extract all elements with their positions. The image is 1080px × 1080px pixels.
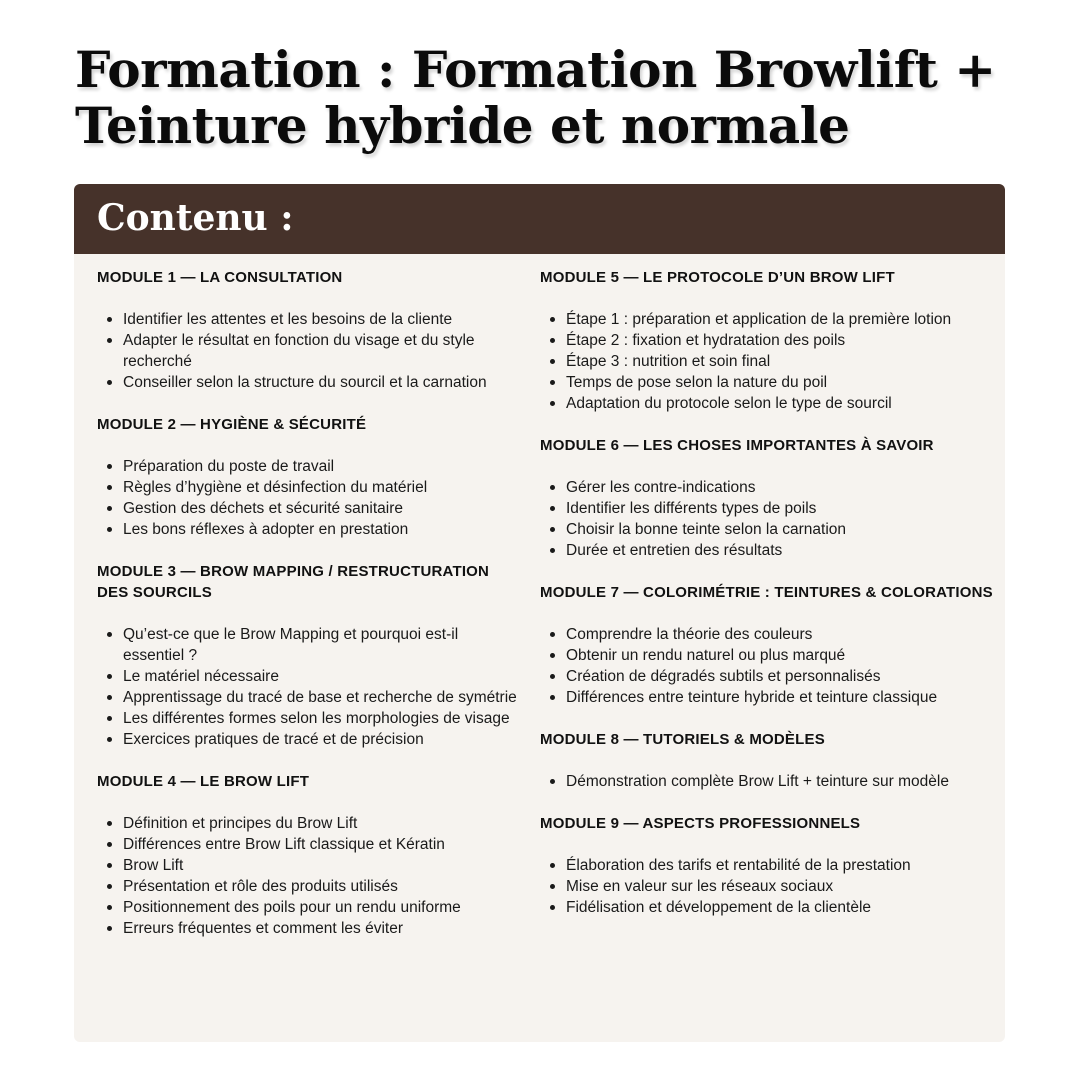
- list-item: Erreurs fréquentes et comment les éviter: [97, 918, 522, 939]
- left-column: [97, 267, 522, 960]
- module-item-list: [97, 624, 522, 750]
- module-6: [540, 435, 1000, 561]
- module-item-list: [540, 477, 1000, 561]
- list-item: Présentation et rôle des produits utilisés: [97, 876, 522, 897]
- module-3: [97, 561, 522, 750]
- list-item: Identifier les attentes et les besoins de la cliente: [97, 309, 522, 330]
- list-item: Comprendre la théorie des couleurs: [540, 624, 1000, 645]
- module-2: [97, 414, 522, 540]
- list-item: Identifier les différents types de poils: [540, 498, 1000, 519]
- list-item: Différences entre teinture hybride et teinture classique: [540, 687, 1000, 708]
- list-item: Les différentes formes selon les morphologies de visage: [97, 708, 522, 729]
- module-8: [540, 729, 1000, 792]
- module-title: MODULE 2 — HYGIÈNE & SÉCURITÉ: [97, 416, 367, 433]
- module-title: MODULE 8 — TUTORIELS & MODÈLES: [540, 731, 825, 748]
- list-item: Temps de pose selon la nature du poil: [540, 372, 1000, 393]
- list-item: Création de dégradés subtils et personnalisés: [540, 666, 1000, 687]
- module-item-list: [97, 456, 522, 540]
- module-item-list: [97, 813, 522, 939]
- list-item: Règles d’hygiène et désinfection du matériel: [97, 477, 522, 498]
- module-7: [540, 582, 1000, 708]
- list-item: Étape 3 : nutrition et soin final: [540, 351, 1000, 372]
- list-item: Positionnement des poils pour un rendu uniforme: [97, 897, 522, 918]
- module-item-list: [540, 624, 1000, 708]
- list-item: Étape 1 : préparation et application de la première lotion: [540, 309, 1000, 330]
- list-item: Gérer les contre-indications: [540, 477, 1000, 498]
- content-heading: Contenu :: [97, 197, 294, 239]
- module-title: MODULE 4 — LE BROW LIFT: [97, 773, 310, 790]
- list-item: Définition et principes du Brow Lift: [97, 813, 522, 834]
- module-item-list: [540, 309, 1000, 414]
- list-item: Préparation du poste de travail: [97, 456, 522, 477]
- list-item: Gestion des déchets et sécurité sanitaire: [97, 498, 522, 519]
- content-header: [74, 184, 1005, 254]
- list-item: Adapter le résultat en fonction du visage et du style recherché: [97, 330, 522, 372]
- list-item: Démonstration complète Brow Lift + teinture sur modèle: [540, 771, 1000, 792]
- list-item: Choisir la bonne teinte selon la carnation: [540, 519, 1000, 540]
- module-1: [97, 267, 522, 393]
- module-5: [540, 267, 1000, 414]
- list-item: Conseiller selon la structure du sourcil et la carnation: [97, 372, 522, 393]
- module-title: MODULE 6 — LES CHOSES IMPORTANTES À SAVOIR: [540, 437, 934, 454]
- module-title: MODULE 5 — LE PROTOCOLE D’UN BROW LIFT: [540, 269, 895, 286]
- list-item: Fidélisation et développement de la clientèle: [540, 897, 1000, 918]
- list-item: Élaboration des tarifs et rentabilité de la prestation: [540, 855, 1000, 876]
- page-title: Formation : Formation Browlift + Teinture hybride et normale: [75, 40, 996, 155]
- module-item-list: [540, 855, 1000, 918]
- module-title: MODULE 1 — LA CONSULTATION: [97, 269, 343, 286]
- list-item: Mise en valeur sur les réseaux sociaux: [540, 876, 1000, 897]
- content-card: [74, 184, 1005, 1042]
- module-title: MODULE 7 — COLORIMÉTRIE : TEINTURES & COLORATIONS: [540, 584, 993, 601]
- list-item: Exercices pratiques de tracé et de précision: [97, 729, 522, 750]
- module-title: MODULE 3 — BROW MAPPING / RESTRUCTURATION DES SOURCILS: [97, 563, 490, 601]
- list-item: Obtenir un rendu naturel ou plus marqué: [540, 645, 1000, 666]
- module-9: [540, 813, 1000, 918]
- list-item: Durée et entretien des résultats: [540, 540, 1000, 561]
- list-item: Les bons réflexes à adopter en prestation: [97, 519, 522, 540]
- list-item: Brow Lift: [97, 855, 522, 876]
- list-item: Qu’est-ce que le Brow Mapping et pourquoi est-il essentiel ?: [97, 624, 522, 666]
- right-column: [540, 267, 1000, 939]
- list-item: Différences entre Brow Lift classique et Kératin: [97, 834, 522, 855]
- module-title: MODULE 9 — ASPECTS PROFESSIONNELS: [540, 815, 861, 832]
- module-item-list: [97, 309, 522, 393]
- list-item: Étape 2 : fixation et hydratation des poils: [540, 330, 1000, 351]
- list-item: Adaptation du protocole selon le type de sourcil: [540, 393, 1000, 414]
- module-item-list: [540, 771, 1000, 792]
- list-item: Le matériel nécessaire: [97, 666, 522, 687]
- list-item: Apprentissage du tracé de base et recherche de symétrie: [97, 687, 522, 708]
- module-4: [97, 771, 522, 939]
